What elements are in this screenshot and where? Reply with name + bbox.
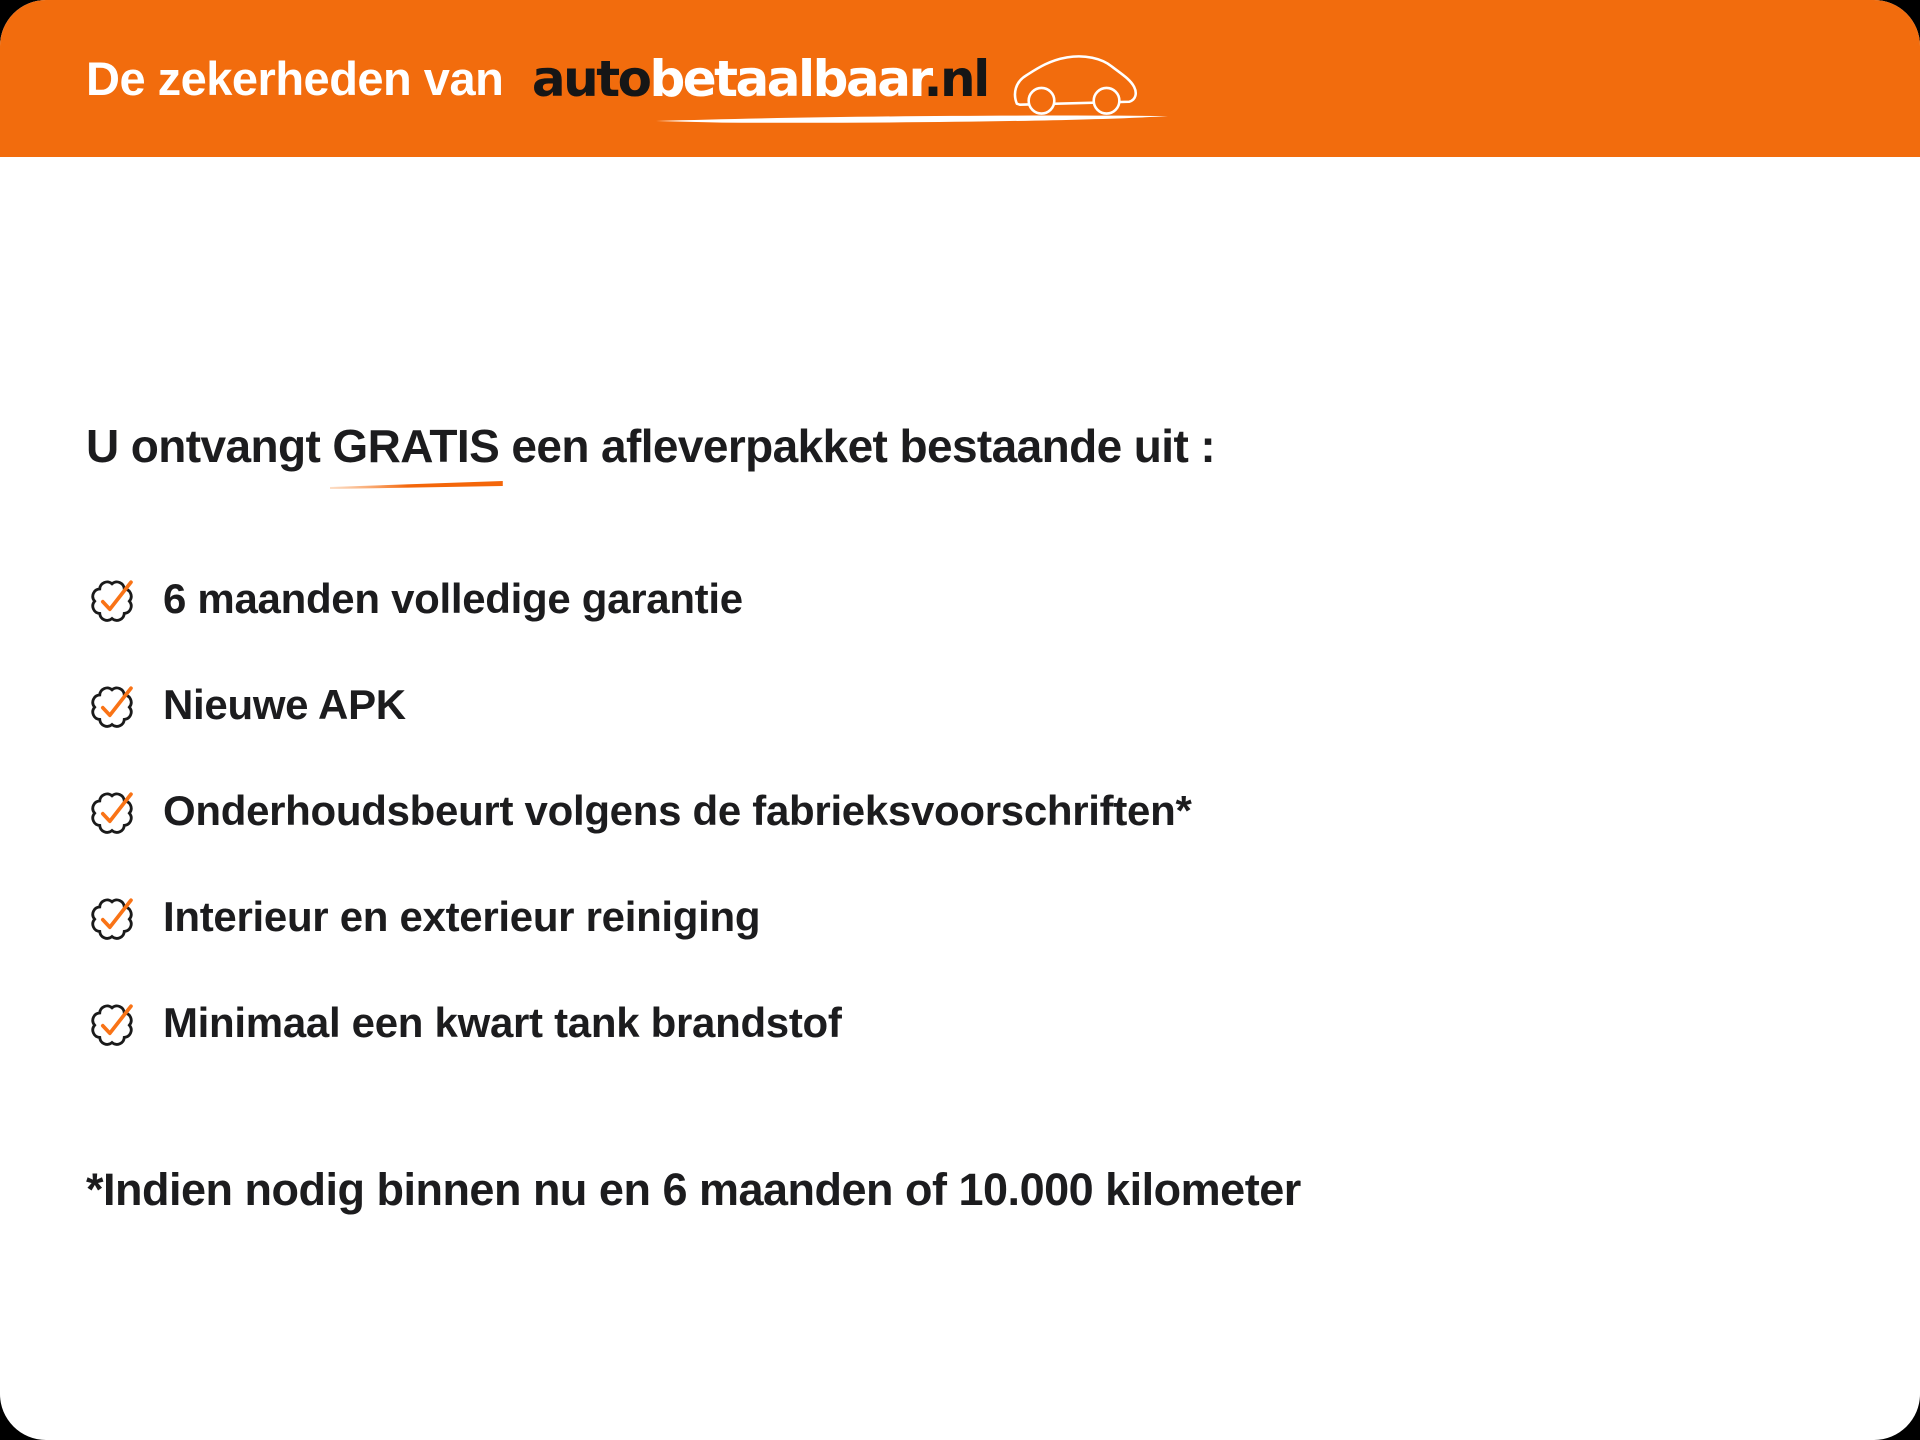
list-item-label: Onderhoudsbeurt volgens de fabrieksvoorschriften* — [163, 787, 1192, 835]
heading-post: een afleverpakket bestaande uit : — [499, 420, 1216, 472]
list-item — [86, 782, 1860, 840]
header-title: De zekerheden van — [86, 52, 516, 105]
badge-check-icon — [86, 997, 138, 1049]
benefits-list — [86, 570, 1860, 1052]
brand-logo-text — [531, 49, 988, 108]
badge-check-icon — [86, 573, 138, 625]
logo-part-betaalbaar: betaalbaar — [649, 49, 924, 108]
car-outline-icon — [1006, 47, 1144, 119]
gratis-highlight — [332, 419, 499, 474]
logo-part-auto: auto — [531, 49, 650, 108]
list-item-label: Nieuwe APK — [163, 681, 406, 729]
gratis-text: GRATIS — [332, 420, 500, 472]
header-banner — [0, 0, 1920, 157]
badge-check-icon — [86, 679, 138, 731]
brand-logo — [532, 47, 1144, 111]
logo-part-nl: .nl — [923, 49, 988, 108]
list-item-label: Minimaal een kwart tank brandstof — [163, 999, 842, 1047]
list-item — [86, 994, 1860, 1052]
main-content — [0, 157, 1920, 1216]
page-title — [86, 419, 1860, 474]
list-item — [86, 676, 1860, 734]
list-item — [86, 888, 1860, 946]
badge-check-icon — [86, 891, 138, 943]
list-item — [86, 570, 1860, 628]
logo-underline-swoosh-icon — [652, 112, 1172, 124]
badge-check-icon — [86, 785, 138, 837]
footnote: *Indien nodig binnen nu en 6 maanden of 10.000 kilometer — [86, 1164, 1301, 1216]
heading-pre: U ontvangt — [86, 420, 333, 472]
gratis-underline-icon — [330, 480, 503, 489]
list-item-label: Interieur en exterieur reiniging — [163, 893, 761, 941]
list-item-label: 6 maanden volledige garantie — [163, 575, 743, 623]
